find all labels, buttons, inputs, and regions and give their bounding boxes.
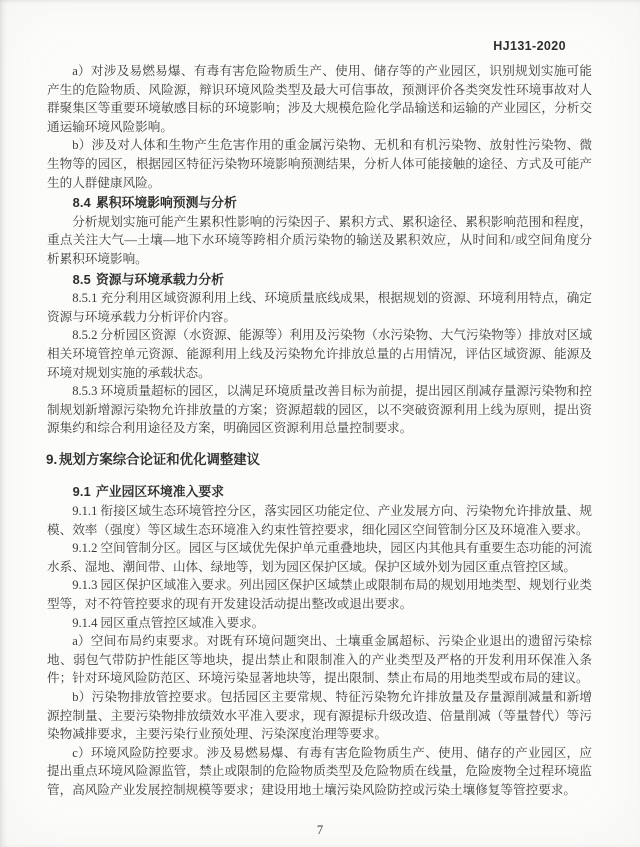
document-body (47, 62, 592, 800)
paragraph: 8.5.1 充分利用区域资源利用上线、环境质量底线成果，根据规划的资源、环境利用特点，确定资源与环境承载力分析评价内容。 (47, 291, 592, 324)
chapter-number: 9. (46, 451, 58, 467)
chapter-title: 规划方案综合论证和优化调整建议 (59, 451, 261, 467)
paragraph: 分析规划实施可能产生累积性影响的污染因子、累积方式、累积途径、累积影响范围和程度，重点关注大气—土壤—地下水环境等跨相介质污染物的输送及累积效应，从时间和/或空间角度分析累积环境影响。 (47, 214, 592, 266)
chapter-heading (46, 451, 592, 470)
clause-title: 累积环境影响预测与分析 (95, 195, 237, 211)
paragraph: a）对涉及易燃易爆、有毒有害危险物质生产、使用、储存等的产业园区，识别规划实施可能产生的危险物质、风险源，辩识环境风险类型及最大可信事故，预测评价各类突发性环境事故对人群聚集区等重要环境敏感目标的环境影响；涉及大规模危险化学品输送和运输的产业园区，分析交通运输环境风险影响。 (47, 64, 592, 134)
page-header-doc-number: HJ131-2020 (493, 39, 566, 53)
paragraph: 9.1.4 园区重点管控区域准入要求。 (72, 615, 265, 630)
paragraph: 8.5.3 环境质量超标的园区，以满足环境质量改善目标为前提，提出园区削减存量源污染物和控制规划新增源污染物允许排放量的方案；资源超载的园区，以不突破资源利用上线为原则，提出资源集约和综合利用途径及方案，明确园区资源利用总量控制要求。 (47, 384, 592, 436)
paragraph: b）涉及对人体和生物产生危害作用的重金属污染物、无机和有机污染物、放射性污染物、微生物等的园区，根据园区特征污染物环境影响预测结果，分析人体可能接触的途径、方式及可能产生的人群健康风险。 (47, 138, 592, 190)
paragraph: c）环境风险防控要求。涉及易燃易爆、有毒有害危险物质生产、使用、储存的产业园区，应提出重点环境风险源监管，禁止或限制的危险物质类型及危险物质在线量，危险废物全过程环境监管，高风险产业发展控制规模等要求；建设用地土壤污染风险防控或污染土壤修复等管控要求。 (47, 745, 592, 797)
paragraph: 9.1.3 园区保护区域准入要求。列出园区保护区域禁止或限制布局的规划用地类型、规划行业类型等，对不符管控要求的现有开发建设活动提出整改或退出要求。 (47, 578, 592, 612)
paragraph: 9.1.2 空间管制分区。园区与区域优先保护单元重叠地块，园区内其他具有重要生态功能的河流水系、湿地、潮间带、山体、绿地等，划为园区保护区域。保护区域外划为园区重点管控区域。 (47, 541, 592, 574)
paragraph: 9.1.1 衔接区域生态环境管控分区，落实园区功能定位、产业发展方向、污染物允许排放量、规模、效率（强度）等区域生态环境准入约束性管控要求，细化园区空间管制分区及环境准入要求。 (47, 504, 592, 537)
clause-title: 资源与环境承载力分析 (95, 271, 224, 287)
page-number: 7 (316, 823, 324, 837)
clause-heading (47, 194, 592, 213)
clause-heading (47, 271, 592, 290)
paragraph: 8.5.2 分析园区资源（水资源、能源等）利用及污染物（水污染物、大气污染物等）排放对区域相关环境管控单元资源、能源利用上线及污染物允许排放总量的占用情况，评估区域资源、能源及环境对规划实施的承载状态。 (47, 328, 592, 380)
paragraph: a）空间布局约束要求。对既有环境问题突出、土壤重金属超标、污染企业退出的遗留污染棕地、弱包气带防护性能区等地块，提出禁止和限制准入的产业类型及严格的开发利用环保准入条件；针对环境风险防范区、环境污染显著地块等，提出限制、禁止布局的用地类型或布局的建议。 (47, 634, 592, 686)
clause-number: 8.4 (72, 195, 91, 211)
clause-number: 9.1 (72, 484, 91, 500)
clause-title: 产业园区环境准入要求 (95, 484, 224, 500)
clause-number: 8.5 (72, 271, 91, 287)
paragraph: b）污染物排放管控要求。包括园区主要常规、特征污染物允许排放量及存量源削减量和新增源控制量、主要污染物排放绩效水平准入要求，现有源提标升级改造、倍量削减（等量替代）等污染物减排要求，主要污染行业预处理、污染深度治理等要求。 (47, 690, 592, 742)
clause-heading (47, 483, 592, 502)
